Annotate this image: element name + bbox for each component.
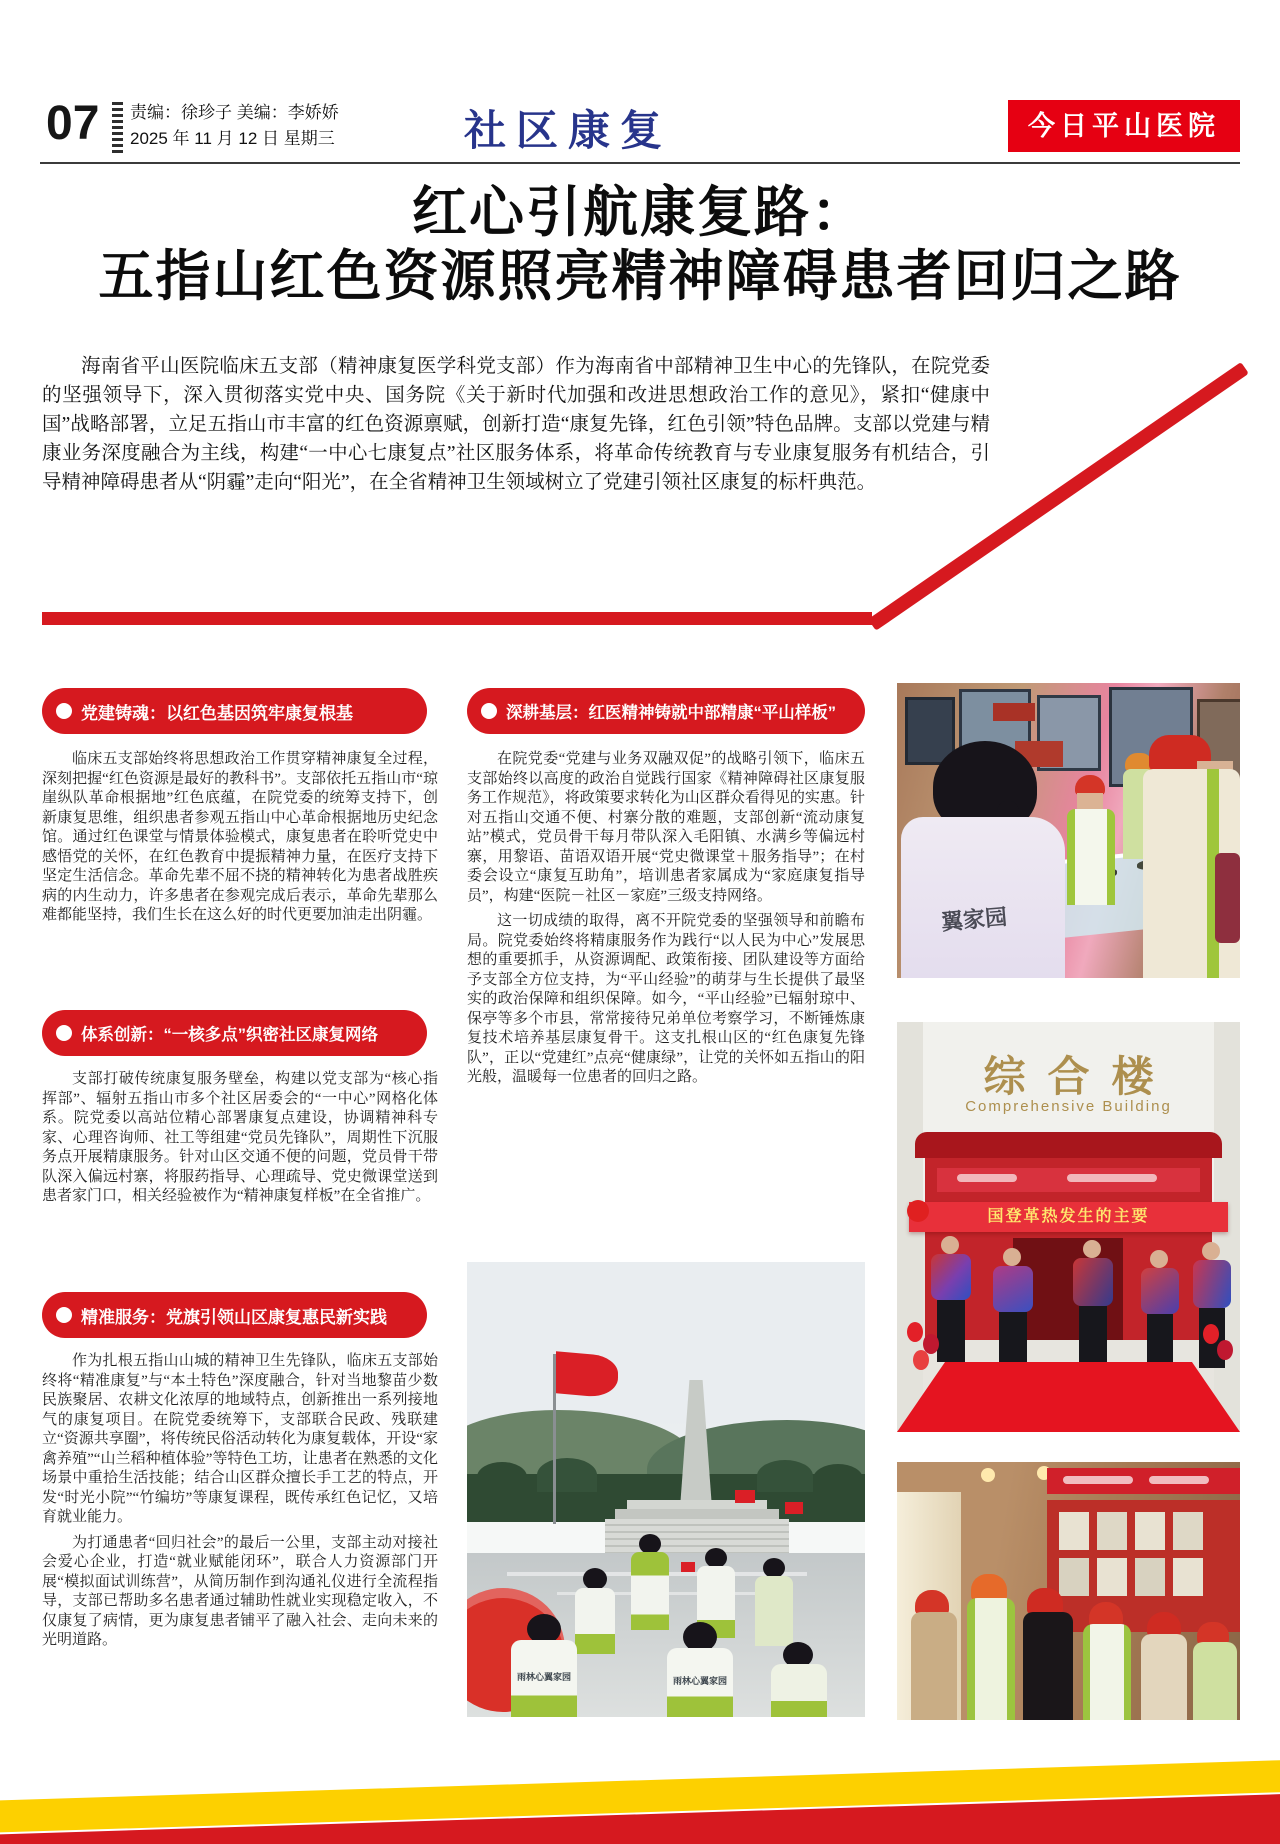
vest-label: 雨林心翼家园 — [672, 1676, 727, 1686]
portrait — [1135, 1512, 1165, 1550]
red-lantern — [907, 1200, 929, 1222]
dancer-legs — [937, 1300, 965, 1362]
dancer-torso — [931, 1254, 971, 1300]
person-head — [705, 1548, 727, 1568]
bullet-dot-icon — [56, 1025, 72, 1041]
building-sign-cn: 综合楼 — [983, 1055, 1176, 1101]
monument-stairs — [605, 1519, 789, 1553]
section-title-text: 党建铸魂：以红色基因筑牢康复根基 — [81, 703, 353, 723]
dancer-legs — [1147, 1314, 1173, 1370]
dancer-torso — [1141, 1268, 1179, 1314]
arch-roof — [915, 1132, 1222, 1158]
section-header-grassroots — [467, 688, 865, 734]
headline-line1: 红心引航康复路： — [411, 181, 868, 243]
red-cap — [1075, 775, 1105, 795]
group-figure — [911, 1612, 957, 1720]
dancer-legs — [1079, 1306, 1107, 1368]
paragraph: 这一切成绩的取得，离不开院党委的坚强领导和前瞻布局。院党委始终将精康服务作为践行“以人民为中心”发展思想的重要抓手，从资源调配、政策衔接、团队建设等方面给予支部全方位支持，为“平山经验”的萌芽与生长提供了最坚实的政治保障和组织保障。如今，“平山经验”已辐射琼中、保亭等多个市县，常常接待兄弟单位考察学习，不断锤炼康复技术培养基层康复骨干。这支扎根山区的“红色康复先锋队”，正以“党建红”点亮“健康绿”，让党的关怀如五指山的阳光般，温暖每一位患者的回归之路。 — [467, 913, 865, 1085]
balloon — [1203, 1324, 1219, 1344]
red-cap — [1147, 1612, 1181, 1636]
page-number: 07 — [46, 97, 100, 150]
portrait — [1135, 1558, 1165, 1596]
person-head — [639, 1534, 661, 1554]
paragraph: 在院党委“党建与业务双融双促”的战略引领下，临床五支部始终以高度的政治自觉践行国家《精神障碍社区康复服务工作规范》，将政策要求转化为山区群众看得见的实惠。针对五指山交通不便、村寨分散的难题，支部创新“流动康复站”模式，党员骨干每月带队深入毛阳镇、水满乡等偏远村寨，用黎语、苗语双语开展“党史微课堂＋服务指导”；在村委会设立“康复互助角”，培训患者家属成为“家庭康复指导员”，构建“医院－社区－家庭”三级支持网络。 — [467, 751, 865, 904]
banner-script — [957, 1174, 1017, 1182]
section-header-system-innovation — [42, 1010, 427, 1056]
person-figure — [755, 1576, 793, 1646]
small-red-flag — [785, 1502, 803, 1514]
vest-label: 翼家园 — [940, 904, 1009, 935]
footer-decoration — [0, 1744, 1280, 1844]
intro-paragraph: 海南省平山医院临床五支部（精神康复医学科党支部）作为海南省中部精神卫生中心的先锋队，在院党委的坚强领导下，深入贯彻落实党中央、国务院《关于新时代加强和改进思想政治工作的意见》，紧扣“健康中国”战略部署，立足五指山市丰富的红色资源禀赋，创新打造“康复先锋，红色引领”特色品牌。支部以党建与精康业务深度融合为主线，构建“一中心七康复点”社区服务体系，将革命传统教育与专业康复服务有机结合，引导精神障碍患者从“阴霾”走向“阳光”，在全省精神卫生领域树立了党建引领社区康复的标杆典范。 — [42, 356, 990, 493]
ceiling-light — [981, 1468, 995, 1482]
paragraph: 临床五支部始终将思想政治工作贯穿精神康复全过程，深刻把握“红色资源是最好的教科书”。支部依托五指山市“琼崖纵队革命根据地”红色底蕴，在院党委的统筹支持下，创新康复思维，组织患者参观五指山中心革命根据地历史纪念馆。通过红色课堂与情景体验模式，康复患者在聆听党史中感悟党的关怀，在红色教育中提振精神力量，在医疗支持下坚定生活信念。革命先辈不屈不挠的精神转化为患者战胜疾病的内生动力，许多患者在参观完成后表示，革命先辈那么难都能坚持，我们生长在这么好的时代更要加油走出阴霾。 — [42, 751, 438, 923]
section-body-precise-service — [42, 1352, 438, 1657]
dancer-torso — [1073, 1258, 1113, 1306]
photo-museum-visit — [897, 683, 1240, 978]
group-figure — [1083, 1624, 1131, 1720]
portrait — [1097, 1512, 1127, 1550]
section-body-system-innovation — [42, 1070, 438, 1213]
banner-script — [1067, 1174, 1157, 1182]
red-bag — [1215, 853, 1240, 943]
dancer-torso — [1193, 1260, 1231, 1308]
photo-building-event — [897, 1022, 1240, 1432]
group-figure — [967, 1598, 1015, 1720]
date-line: 2025 年 11 月 12 日 星期三 — [130, 129, 335, 148]
tree — [477, 1462, 527, 1492]
dancer-torso — [993, 1266, 1033, 1312]
main-headline — [0, 180, 1280, 308]
person-head — [763, 1558, 785, 1578]
person-figure — [511, 1640, 577, 1717]
dancer-head — [1150, 1250, 1168, 1268]
bullet-dot-icon — [481, 703, 497, 719]
portrait — [1173, 1558, 1203, 1596]
masthead-box: 今日平山医院 — [1008, 100, 1240, 152]
building-sign-en: Comprehensive Building — [965, 1098, 1172, 1115]
red-flag — [556, 1351, 618, 1398]
section-title-text: 深耕基层：红医精神铸就中部精康“平山样板” — [506, 704, 836, 722]
red-divider-bar — [42, 612, 872, 625]
dancer-head — [1003, 1248, 1021, 1266]
red-cap — [1089, 1602, 1123, 1626]
portrait — [1173, 1512, 1203, 1550]
group-figure — [1023, 1612, 1073, 1720]
header-rule — [40, 162, 1240, 164]
vest-label: 雨林心翼家园 — [516, 1672, 571, 1682]
hand-flag — [681, 1562, 695, 1572]
balloon — [907, 1322, 923, 1342]
vest-back — [901, 817, 1065, 978]
red-carpet — [897, 1362, 1240, 1432]
red-cap — [1197, 1622, 1229, 1644]
banner-text: 国登革热发生的主要 — [987, 1208, 1150, 1225]
bullet-dot-icon — [56, 1307, 72, 1323]
edition-info — [130, 100, 339, 152]
paragraph: 支部打破传统康复服务壁垒，构建以党支部为“核心指挥部”、辐射五指山市多个社区居委会的“一中心”网格化体系。院党委以高站位精心部署康复点建设，协调精神科专家、心理咨询师、社工等组建“党员先锋队”，周期性下沉服务点开展精康服务。针对山区交通不便的问题，党员骨干带队深入偏远村寨，将服药指导、心理疏导、党史微课堂送到患者家门口，相关经验被作为“精神康复样板”在全省推广。 — [42, 1071, 438, 1204]
headline-line2: 五指山红色资源照亮精神障碍患者回归之路 — [98, 245, 1182, 307]
editors-line: 责编：徐珍子 美编：李娇娇 — [130, 103, 339, 122]
person-figure — [631, 1552, 669, 1630]
person-head — [583, 1568, 607, 1590]
portrait — [1059, 1512, 1089, 1550]
tree — [537, 1458, 597, 1492]
paragraph: 为打通患者“回归社会”的最后一公里，支部主动对接社会爱心企业，打造“就业赋能闭环”，联合人力资源部门开展“模拟面试训练营”，从简历制作到沟通礼仪进行全流程指导，支部已帮助多名患者通过辅助性就业实现稳定收入，不仅康复了病情，更为康复患者铺平了融入社会、走向未来的光明道路。 — [42, 1534, 438, 1648]
balloon — [1217, 1340, 1233, 1360]
section-title: 社区康复 — [463, 109, 672, 155]
monument-base — [615, 1509, 779, 1519]
section-title-text: 精准服务：党旗引领山区康复惠民新实践 — [81, 1307, 387, 1327]
tree — [757, 1460, 813, 1492]
group-figure — [1141, 1634, 1187, 1720]
bullet-dot-icon — [56, 703, 72, 719]
dancer-head — [941, 1236, 959, 1254]
photo-monument-plaza — [467, 1262, 865, 1717]
ruler-bars-icon — [112, 102, 123, 154]
small-red-flag — [735, 1490, 755, 1503]
portrait — [1059, 1558, 1089, 1596]
section-header-precise-service — [42, 1292, 427, 1338]
portrait — [1097, 1558, 1127, 1596]
section-body-party-building — [42, 750, 438, 932]
main-banner — [909, 1202, 1228, 1232]
dancer-head — [1083, 1240, 1101, 1258]
balloon — [913, 1350, 929, 1370]
dancer-legs — [999, 1312, 1027, 1370]
person-figure — [771, 1664, 827, 1717]
banner-script — [1063, 1476, 1133, 1484]
orange-cap — [971, 1574, 1007, 1600]
section-title-text: 体系创新：“一核多点”织密社区康复网络 — [81, 1026, 378, 1044]
visitor-figure — [1067, 809, 1115, 905]
photo-exhibit-group — [897, 1462, 1240, 1720]
paragraph: 作为扎根五指山山城的精神卫生先锋队，临床五支部始终将“精准康复”与“本土特色”深度融合，针对当地黎苗少数民族聚居、农耕文化浓厚的地域特点，创新推出一系列接地气的康复项目。在院党委统筹下，支部联合民政、残联建立“资源共享圈”，将传统民俗活动转化为康复载体，开设“家禽养殖”“山兰稻种植体验”等特色工坊，让患者在熟悉的文化场景中重拾生活技能；结合山区群众擅长手工艺的特点，开发“时光小院”“竹编坊”等康复课程，既传承红色记忆，又培育就业能力。 — [42, 1353, 438, 1525]
red-cap — [915, 1590, 949, 1614]
group-figure — [1193, 1642, 1237, 1720]
person-figure — [575, 1588, 615, 1654]
banner-script — [1149, 1476, 1209, 1484]
section-header-party-building — [42, 688, 427, 734]
section-body-grassroots — [467, 750, 865, 1094]
red-cap — [1027, 1588, 1063, 1614]
tree — [813, 1464, 863, 1494]
dancer-head — [1202, 1242, 1220, 1260]
red-plaque — [993, 703, 1035, 721]
person-figure — [667, 1648, 733, 1717]
